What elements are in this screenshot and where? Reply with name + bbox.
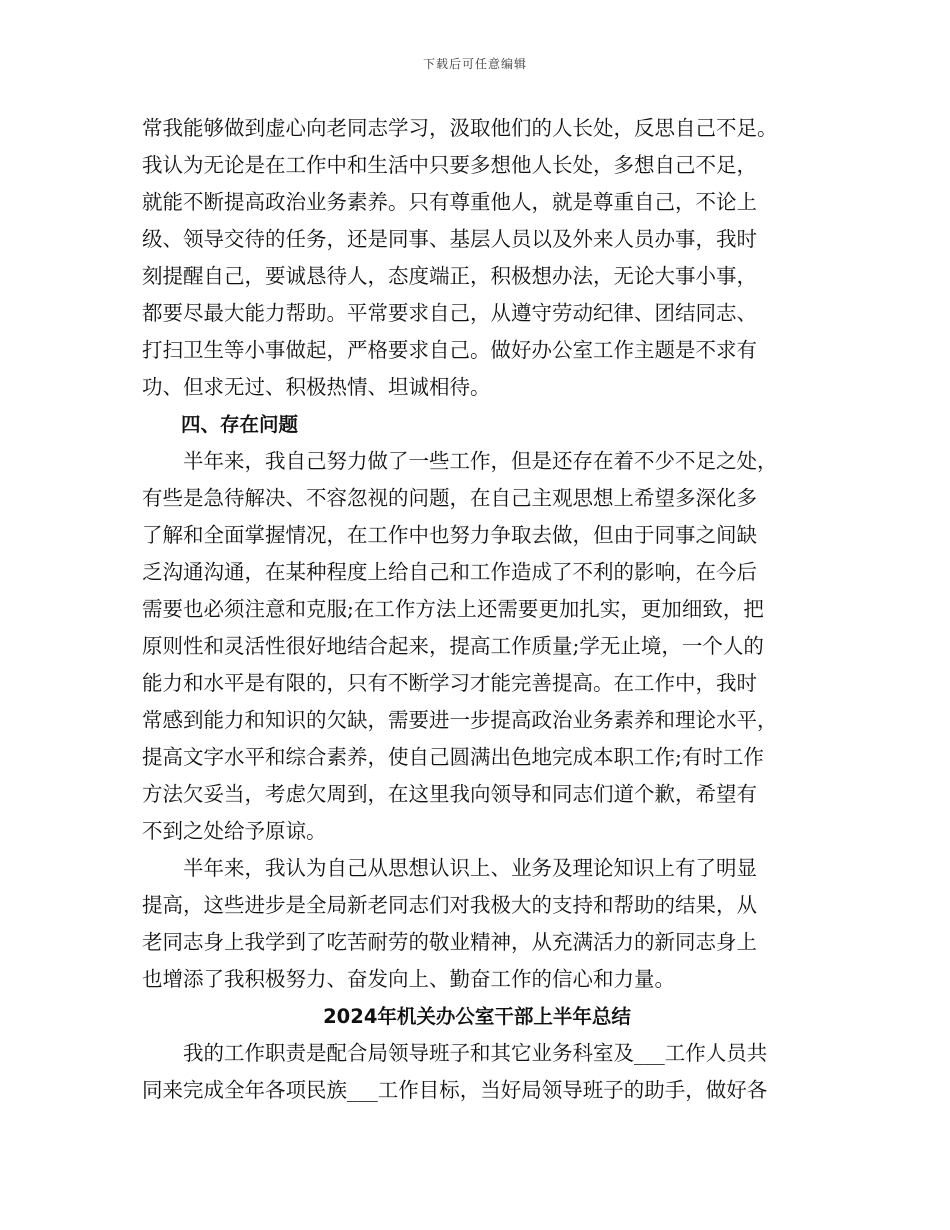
document-body: [142, 110, 812, 1109]
body-line: 常我能够做到虚心向老同志学习，汲取他们的人长处，反思自己不足。: [142, 116, 778, 140]
body-line: 打扫卫生等小事做起，严格要求自己。做好办公室工作主题是不求有: [142, 338, 757, 362]
body-line: 我的工作职责是配合局领导班子和其它业务科室及___工作人员共: [183, 1041, 768, 1065]
body-line: 能力和水平是有限的，只有不断学习才能完善提高。在工作中，我时: [142, 671, 757, 695]
body-line: 就能不断提高政治业务素养。只有尊重他人，就是尊重自己，不论上: [142, 190, 757, 214]
body-line: 我认为无论是在工作中和生活中只要多想他人长处，多想自己不足，: [142, 153, 757, 177]
body-line: 乏沟通沟通，在某种程度上给自己和工作造成了不利的影响，在今后: [142, 560, 757, 584]
body-line: 老同志身上我学到了吃苦耐劳的敬业精神，从充满活力的新同志身上: [142, 930, 757, 954]
body-line: 不到之处给予原谅。: [142, 819, 327, 843]
body-line: 了解和全面掌握情况，在工作中也努力争取去做，但由于同事之间缺: [142, 523, 757, 547]
body-line: 原则性和灵活性很好地结合起来，提高工作质量;学无止境，一个人的: [142, 634, 764, 658]
body-line: 需要也必须注意和克服;在工作方法上还需要更加扎实，更加细致，把: [142, 597, 764, 621]
body-line: 常感到能力和知识的欠缺，需要进一步提高政治业务素养和理论水平，: [142, 708, 778, 732]
body-line: 提高文字水平和综合素养，使自己圆满出色地完成本职工作;有时工作: [142, 745, 764, 769]
body-line: 都要尽最大能力帮助。平常要求自己，从遵守劳动纪律、团结同志、: [142, 301, 757, 325]
body-line: 半年来，我认为自己从思想认识上、业务及理论知识上有了明显: [183, 856, 757, 880]
body-line: 级、领导交待的任务，还是同事、基层人员以及外来人员办事，我时: [142, 227, 757, 251]
body-line: 有些是急待解决、不容忽视的问题，在自己主观思想上希望多深化多: [142, 486, 757, 510]
body-line: 提高，这些进步是全局新老同志们对我极大的支持和帮助的结果，从: [142, 893, 757, 917]
header-note: 下载后可任意编辑: [422, 57, 527, 71]
body-line: 刻提醒自己，要诚恳待人，态度端正，积极想办法，无论大事小事，: [142, 264, 757, 288]
body-line: 也增添了我积极努力、奋发向上、勤奋工作的信心和力量。: [142, 967, 675, 991]
body-line: 功、但求无过、积极热情、坦诚相待。: [142, 375, 491, 399]
body-line: 方法欠妥当，考虑欠周到，在这里我向领导和同志们道个歉，希望有: [142, 782, 757, 806]
section-heading: 四、存在问题: [181, 413, 299, 436]
body-line: 同来完成全年各项民族___工作目标，当好局领导班子的助手，做好各: [142, 1078, 768, 1102]
section-title: 2024年机关办公室干部上半年总结: [323, 1005, 631, 1028]
body-line: 半年来，我自己努力做了一些工作，但是还存在着不少不足之处，: [183, 449, 778, 473]
